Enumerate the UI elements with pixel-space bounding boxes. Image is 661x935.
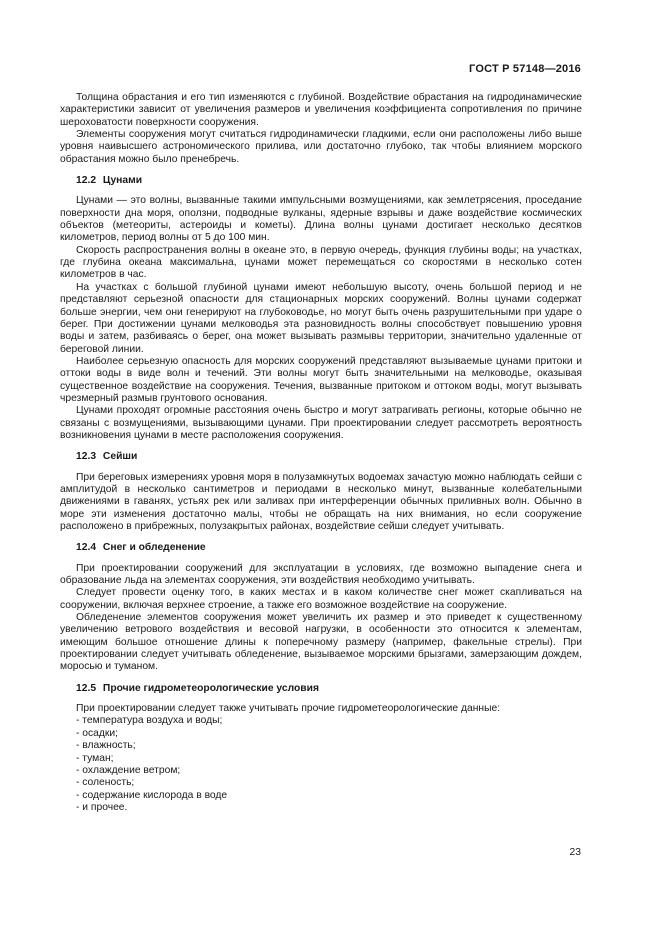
paragraph: Толщина обрастания и его тип изменяются с глубиной. Воздействие обрастания на гидродинамические характеристики зависит от увеличения размеров и увеличения коэффициента сопротивления по причине шероховатости поверхности сооружения.: [60, 92, 582, 128]
section-heading: [76, 175, 582, 187]
list-item: - влажность;: [76, 740, 136, 752]
section-number: 12.2: [76, 175, 97, 187]
paragraph: Наиболее серьезную опасность для морских сооружений представляют вызываемые цунами притоки и оттоки воды в виде волн и течений. Эти волны могут быть значительными на мелководье, оказывая существенное воздействие на сооружения. Течения, вызванные притоком и оттоком воды, могут вызывать чрезмерный размыв грунтового основания.: [60, 355, 582, 404]
section-heading: [76, 542, 582, 554]
paragraph: Обледенение элементов сооружения может увеличить их размер и это приведет к существенному увеличению ветрового воздействия и весовой нагрузки, в особенности это относится к элементам, имеющим большое отношение длины к поперечному размеру (например, факельные стрелы). При проектировании следует учитывать обледенение, вызываемое морскими брызгами, замерзающим дождем, моросью и туманом.: [60, 612, 582, 673]
paragraph: При береговых измерениях уровня моря в полузамкнутых водоемах зачастую можно наблюдать сейши с амплитудой в несколько сантиметров и периодами в несколько минут, вызванные колебательными движениями в гаванях, устьях рек или заливах при интерференции обычных приливных волн. Обычно в море эти изменения достаточно малы, чтобы не обращать на них внимания, но если сооружение расположено в прибрежных, полузакрытых районах, воздействие сейши следует учитывать.: [60, 471, 582, 532]
paragraph: При проектировании следует также учитывать прочие гидрометеорологические данные:: [76, 703, 501, 715]
list-item: - осадки;: [76, 727, 119, 739]
paragraph: Следует провести оценку того, в каких местах и в каком количестве снег может скапливаться на сооружении, включая верхнее строение, а также его возможное воздействие на сооружение.: [60, 587, 582, 611]
section-title: Прочие гидрометеорологические условия: [102, 682, 319, 694]
document-body: [60, 92, 582, 814]
section-number: 12.3: [76, 451, 97, 463]
section-title: Снег и обледенение: [102, 542, 206, 554]
section-title: Сейши: [102, 451, 138, 463]
paragraph: Цунами проходят огромные расстояния очень быстро и могут затрагивать регионы, которые обычно не связаны с возмущениями, вызывающими цунами. При проектировании следует рассмотреть вероятность возникновения цунами в месте расположения сооружения.: [60, 405, 582, 441]
section-heading: [76, 451, 582, 463]
paragraph: При проектировании сооружений для эксплуатации в условиях, где возможно выпадение снега и образование льда на элементах сооружения, эти воздействия необходимо учитывать.: [60, 562, 582, 587]
paragraph: Цунами — это волны, вызванные такими импульсными возмущениями, как землетрясения, проседание поверхности дна моря, оползни, подводные вулканы, ядерные взрывы и даже воздействие космических объектов (метеориты, астероиды и кометы). Длина волны цунами достигает несколько десятков километров, период волны от 5 до 100 мин.: [60, 195, 582, 244]
list-item: - охлаждение ветром;: [76, 764, 181, 776]
list-item: - температура воздуха и воды;: [76, 715, 223, 727]
section-number: 12.4: [76, 542, 97, 554]
list-item: - туман;: [76, 752, 114, 764]
list-item: - соленость;: [76, 777, 135, 789]
section-title: Цунами: [102, 175, 143, 187]
paragraph: На участках с большой глубиной цунами имеют небольшую высоту, очень большой период и не представляют серьезной опасности для стационарных морских сооружений. Волны цунами содержат больше энергии, чем они генерируют на глубоководье, но могут быть очень разрушительными при ударе о берег. При достижении цунами мелководья эта разновидность волны способствует повышению уровня воды и затем, разбиваясь о берег, она может вызывать размывы территории, значительно удаленные от береговой линии.: [60, 281, 582, 355]
standard-designation: ГОСТ Р 57148—2016: [469, 63, 581, 75]
paragraph: Скорость распространения волны в океане это, в первую очередь, функция глубины воды; на участках, где глубина океана максимальна, цунами может перемещаться со скоростями в несколько сотен километров в час.: [60, 244, 582, 281]
list-item: - и прочее.: [76, 801, 128, 813]
hydrometeo-list: [60, 715, 582, 814]
list-item: - содержание кислорода в воде: [76, 789, 228, 801]
page-number: 23: [569, 847, 581, 858]
section-heading: [76, 683, 582, 695]
section-number: 12.5: [76, 682, 97, 694]
paragraph: Элементы сооружения могут считаться гидродинамически гладкими, если они расположены либо выше уровня наивысшего астрономического прилива, или достаточно глубоко, так чтобы влиянием морского обрастания можно было пренебречь.: [60, 129, 582, 165]
